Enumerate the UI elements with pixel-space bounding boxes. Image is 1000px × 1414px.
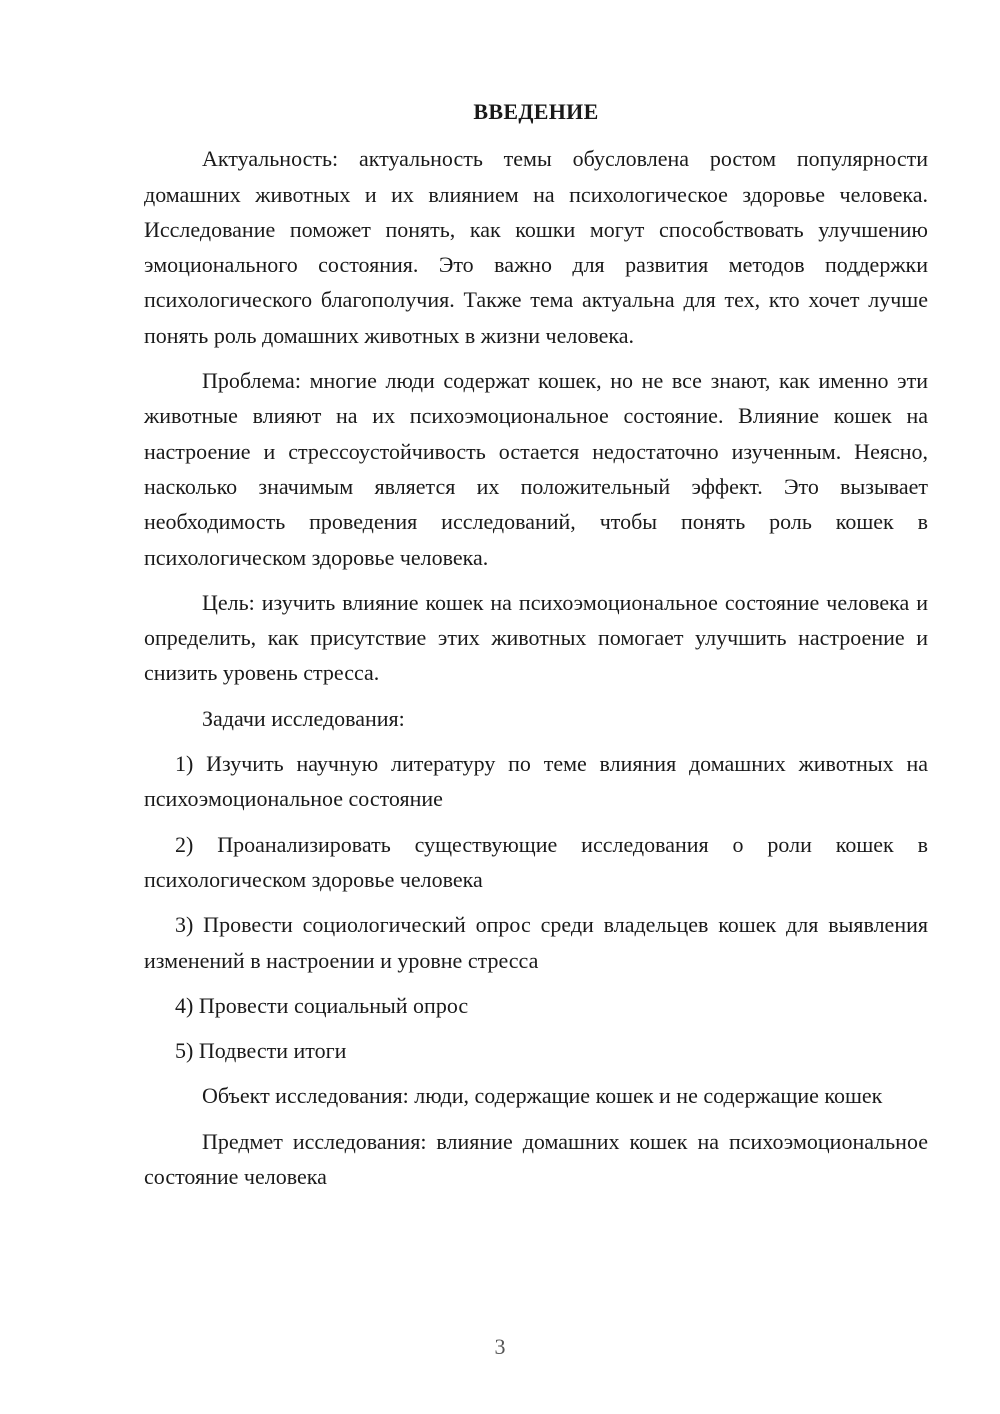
list-item: 3) Провести социологический опрос среди владельцев кошек для выявления изменений в настроении и уровне стресса [144, 912, 928, 973]
paragraph-tasks-intro: Задачи исследования: [202, 705, 405, 731]
paragraph-relevance: Актуальность: актуальность темы обусловлена ростом популярности домашних животных и их влиянием на психологическое здоровье человека. Исследование поможет понять, как кошки могут способствовать улучшению эмоционального состояния. Это важно для развития методов поддержки психологического благополучия. Также тема актуальна для тех, кто хочет лучше понять роль домашних животных в жизни человека. [144, 146, 928, 348]
tasks-list [144, 746, 928, 1068]
paragraph-object: Объект исследования: люди, содержащие кошек и не содержащие кошек [202, 1083, 883, 1109]
list-item: 4) Провести социальный опрос [175, 992, 469, 1018]
paragraph-goal: Цель: изучить влияние кошек на психоэмоциональное состояние человека и определить, как присутствие этих животных помогает улучшить настроение и снизить уровень стресса. [144, 589, 928, 686]
document-page [144, 94, 928, 1204]
section-heading: ВВЕДЕНИЕ [473, 99, 599, 124]
list-item: 1) Изучить научную литературу по теме влияния домашних животных на психоэмоциональное состояние [144, 751, 928, 812]
list-item: 2) Проанализировать существующие исследования о роли кошек в психологическом здоровье человека [144, 831, 928, 892]
paragraph-subject: Предмет исследования: влияние домашних кошек на психоэмоциональное состояние человека [144, 1128, 928, 1190]
list-item: 5) Подвести итоги [175, 1038, 347, 1064]
page-number: 3 [494, 1334, 506, 1359]
paragraph-problem: Проблема: многие люди содержат кошек, но не все знают, как именно эти животные влияют на их психоэмоциональное состояние. Влияние кошек на настроение и стрессоустойчивость остается недостаточно изученным. Неясно, насколько значимым является их положительный эффект. Это вызывает необходимость проведения исследований, чтобы понять роль кошек в психологическом здоровье человека. [144, 368, 928, 570]
